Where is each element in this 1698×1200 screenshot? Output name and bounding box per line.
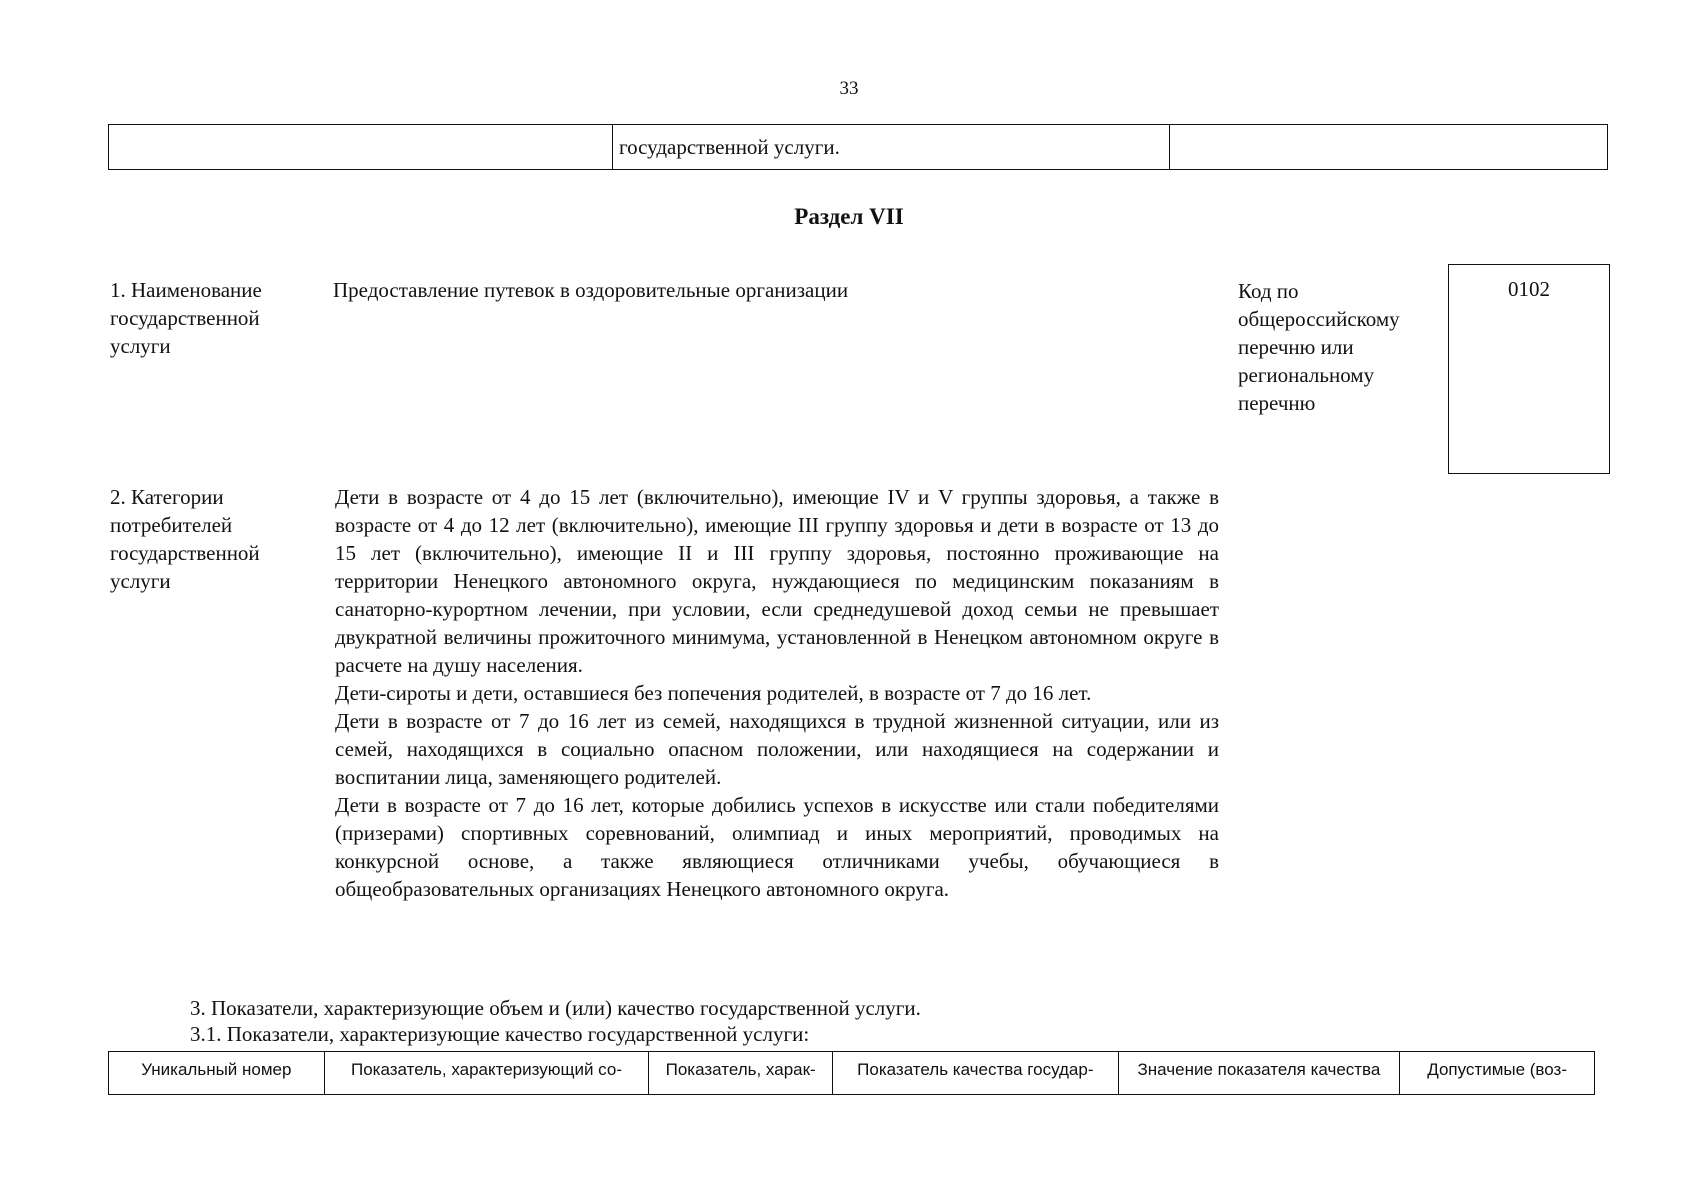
service-name-label: 1. Наименование государственной услуги: [110, 278, 262, 358]
consumer-categories-label: 2. Категории потребителей государственной услуги: [110, 485, 260, 593]
category-paragraph: Дети в возрасте от 7 до 16 лет из семей, находящихся в трудной жизненной ситуации, или из семей, находящихся в социально опасном положении, или находящиеся на содержании и воспитании лица, заменяющего родителей.: [335, 709, 1219, 789]
category-paragraph: Дети в возрасте от 4 до 15 лет (включительно), имеющие IV и V группы здоровья, а также в возрасте от 4 до 12 лет (включительно), имеющие III группу здоровья и дети в возрасте от 13 до 15 лет (включительно), имеющие II и III группу здоровья, постоянно проживающие на территории Ненецкого автономного округа, нуждающиеся по медицинским показаниям в санаторно-курортном лечении, при условии, если среднедушевой доход семьи не превышает двукратной величины прожиточного минимума, установленной в Ненецком автономном округе в расчете на душу населения.: [335, 485, 1219, 677]
quality-table-header: [108, 1051, 1595, 1095]
category-paragraph: Дети в возрасте от 7 до 16 лет, которые добились успехов в искусстве или стали победителями (призерами) спортивных соревнований, олимпиад и иных мероприятий, проводимых на конкурсной основе, а также являющиеся отличниками учебы, обучающиеся в общеобразовательных организациях Ненецкого автономного округа.: [335, 793, 1219, 901]
consumer-categories-text: [335, 483, 1219, 903]
table-header-cell: Показатель, характеризующий со-: [325, 1052, 650, 1094]
table-divider: [1169, 125, 1170, 169]
code-value: 0102: [1508, 277, 1550, 301]
section-title: Раздел VII: [794, 204, 904, 229]
quality-indicators-heading: 3.1. Показатели, характеризующие качество государственной услуги:: [190, 1022, 810, 1046]
indicators-heading: 3. Показатели, характеризующие объем и (или) качество государственной услуги.: [190, 996, 921, 1020]
table-header-cell: Показатель качества государ-: [833, 1052, 1119, 1094]
table-header-cell: Показатель, харак-: [649, 1052, 833, 1094]
table-divider: [612, 125, 613, 169]
page-number: 33: [839, 78, 859, 99]
table-cell-text: государственной услуги.: [619, 135, 840, 159]
table-header-cell: Допустимые (воз-: [1427, 1060, 1567, 1079]
top-table-fragment: [108, 124, 1608, 170]
service-name-value: Предоставление путевок в оздоровительные организации: [333, 278, 849, 302]
table-header-cell: Значение показателя качества: [1119, 1052, 1401, 1094]
code-label: Код по общероссийскому перечню или региональному перечню: [1238, 279, 1400, 415]
category-paragraph: Дети-сироты и дети, оставшиеся без попечения родителей, в возрасте от 7 до 16 лет.: [335, 681, 1092, 705]
table-header-cell: Уникальный номер: [109, 1052, 325, 1094]
